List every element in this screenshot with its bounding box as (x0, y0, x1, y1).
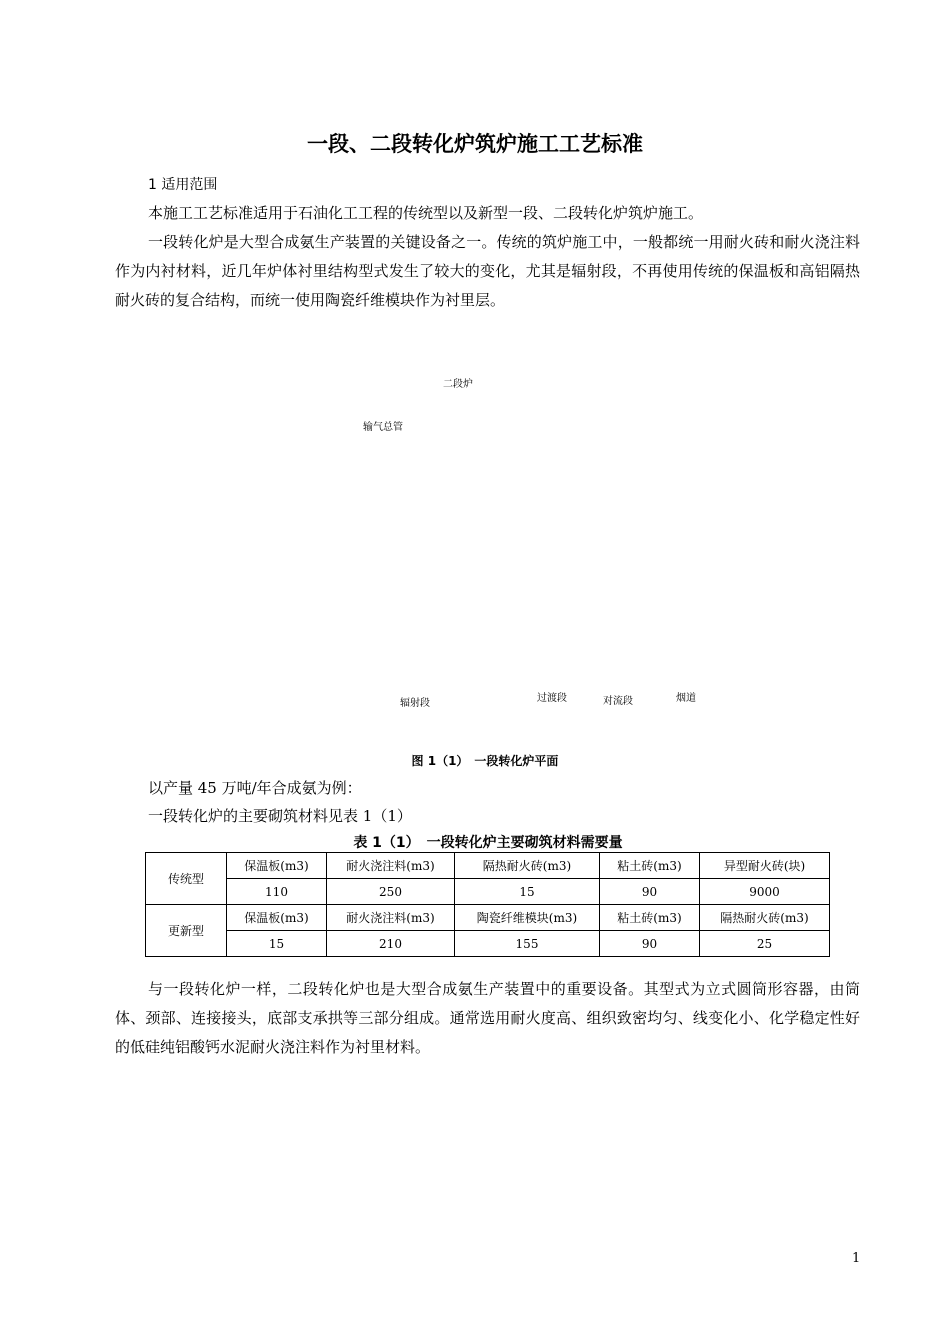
table-header-cell: 粘土砖(m3) (600, 853, 700, 879)
label-radiant-section: 辐射段 (400, 698, 430, 709)
row-label-traditional: 传统型 (146, 853, 227, 905)
table-cell: 15 (455, 879, 600, 905)
table-header-cell: 保温板(m3) (227, 905, 327, 931)
table-header-cell: 陶瓷纤维模块(m3) (455, 905, 600, 931)
table-row (146, 905, 830, 931)
label-transition-section: 过渡段 (537, 693, 567, 704)
paragraph-primary-reformer: 一段转化炉是大型合成氨生产装置的关键设备之一。传统的筑炉施工中，一般都统一用耐火砖和耐火浇注料作为内衬材料，近几年炉体衬里结构型式发生了较大的变化，尤其是辐射段，不再使用传统的保温板和高铝隔热耐火砖的复合结构，而统一使用陶瓷纤维模块作为衬里层。 (115, 233, 860, 309)
paragraph-secondary-reformer: 与一段转化炉一样，二段转化炉也是大型合成氨生产装置中的重要设备。其型式为立式圆筒形容器，由筒体、颈部、连接接头，底部支承拱等三部分组成。通常选用耐火度高、组织致密均匀、线变化小、化学稳定性好的低硅纯铝酸钙水泥耐火浇注料作为衬里材料。 (115, 980, 860, 1056)
table-header-cell: 粘土砖(m3) (600, 905, 700, 931)
label-secondary-furnace: 二段炉 (443, 379, 473, 390)
label-convection-section: 对流段 (603, 696, 633, 707)
label-flue: 烟道 (676, 693, 696, 704)
table-cell: 110 (227, 879, 327, 905)
table-cell: 15 (227, 931, 327, 957)
table-cell: 9000 (700, 879, 830, 905)
intro-line-2: 一段转化炉的主要砌筑材料见表 1（1） (148, 807, 412, 825)
table-header-cell: 耐火浇注料(m3) (327, 905, 455, 931)
label-gas-header: 输气总管 (363, 422, 403, 433)
table-row (146, 879, 830, 905)
table-header-cell: 耐火浇注料(m3) (327, 853, 455, 879)
paragraph-scope: 本施工工艺标准适用于石油化工工程的传统型以及新型一段、二段转化炉筑炉施工。 (148, 204, 704, 222)
row-label-updated: 更新型 (146, 905, 227, 957)
materials-table (145, 852, 830, 957)
section-heading: 1 适用范围 (148, 177, 218, 193)
table-cell: 250 (327, 879, 455, 905)
table-row (146, 931, 830, 957)
table-header-cell: 异型耐火砖(块) (700, 853, 830, 879)
intro-line-1: 以产量 45 万吨/年合成氨为例： (148, 779, 362, 797)
table-header-cell: 保温板(m3) (227, 853, 327, 879)
table-cell: 155 (455, 931, 600, 957)
figure-caption: 图 1（1） 一段转化炉平面 (411, 754, 559, 768)
table-row (146, 853, 830, 879)
table-cell: 90 (600, 931, 700, 957)
table-header-cell: 隔热耐火砖(m3) (455, 853, 600, 879)
page-number: 1 (852, 1251, 861, 1266)
table-cell: 25 (700, 931, 830, 957)
table-cell: 90 (600, 879, 700, 905)
table-header-cell: 隔热耐火砖(m3) (700, 905, 830, 931)
table-cell: 210 (327, 931, 455, 957)
table-caption: 表 1（1） 一段转化炉主要砌筑材料需要量 (353, 835, 623, 851)
page-title: 一段、二段转化炉筑炉施工工艺标准 (307, 132, 643, 156)
